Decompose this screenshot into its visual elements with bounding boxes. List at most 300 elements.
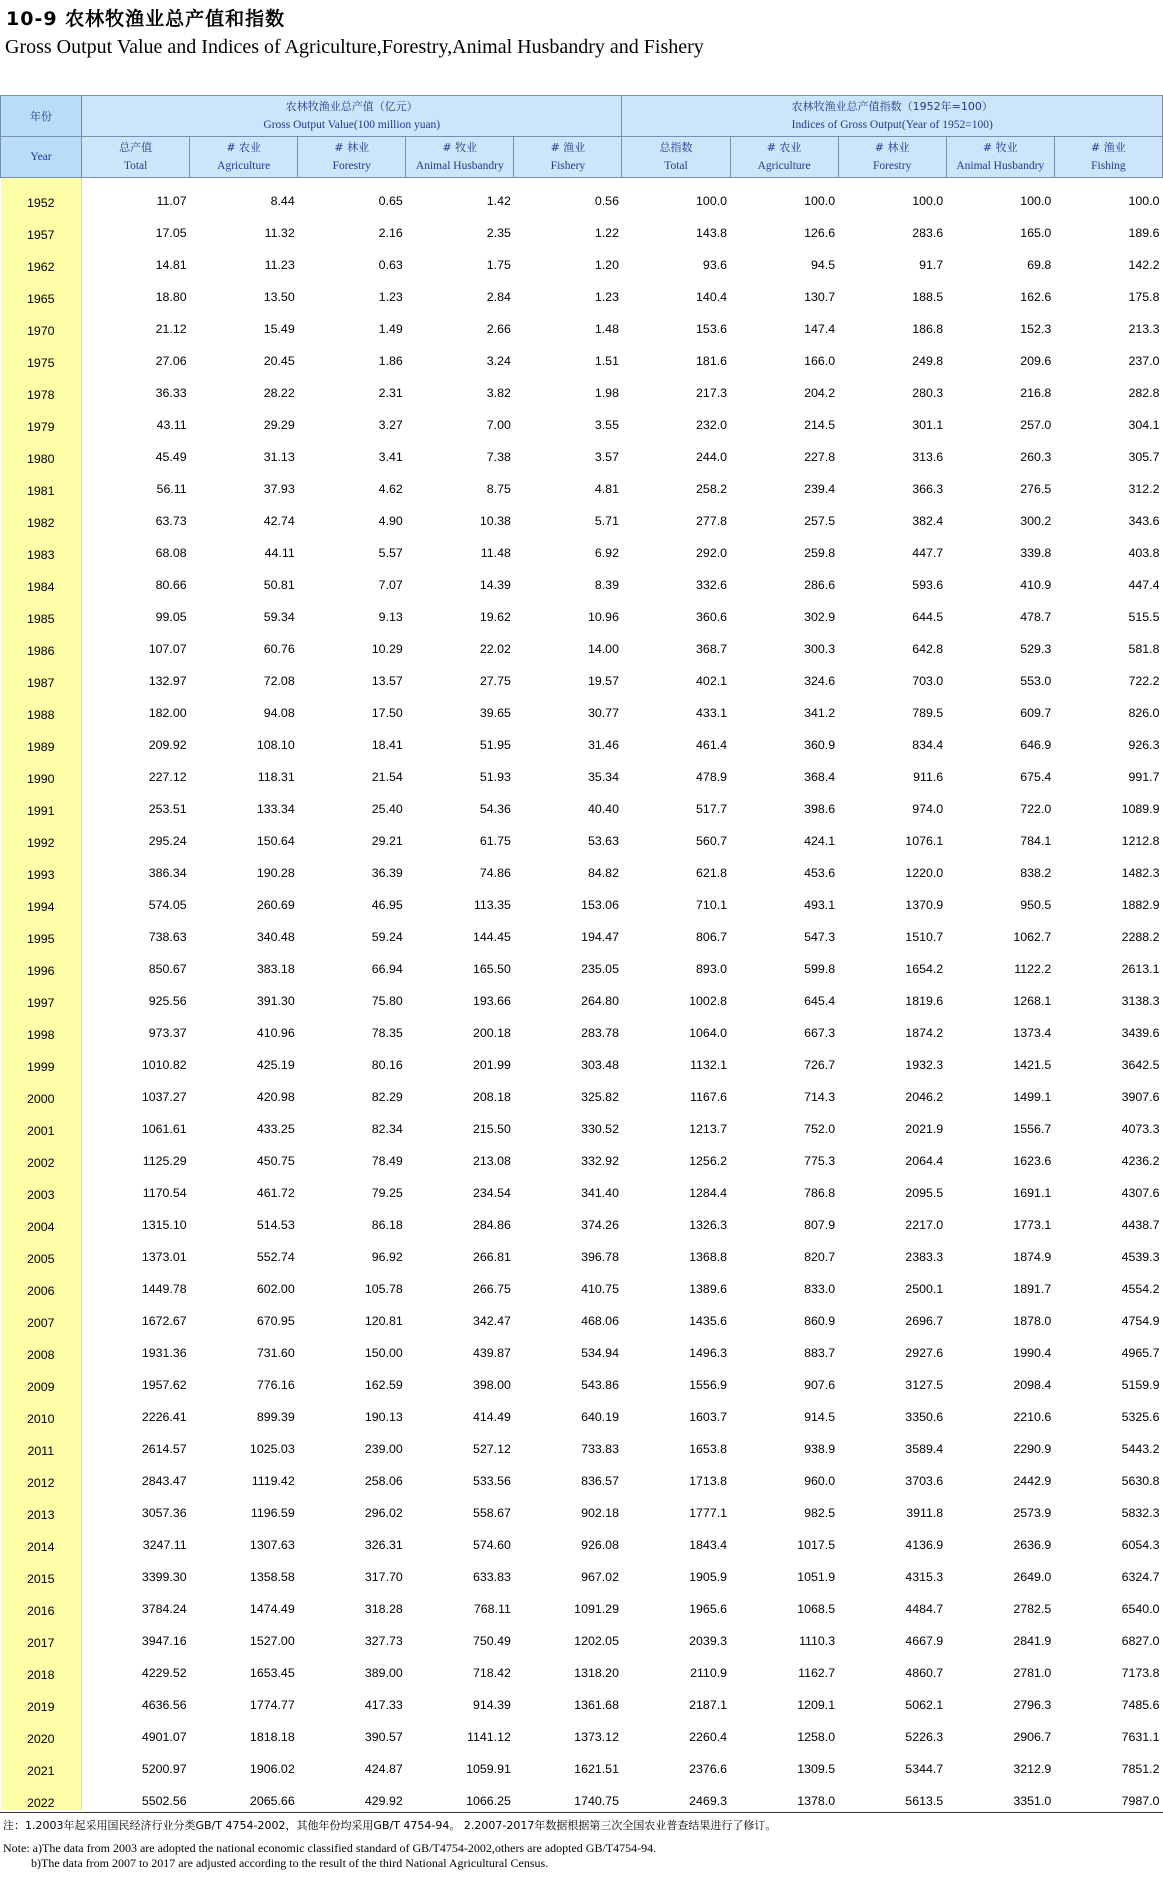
value-cell: 78.49 xyxy=(371,1153,403,1168)
value-cell: 8.44 xyxy=(270,193,295,208)
value-cell: 4539.3 xyxy=(1121,1249,1160,1264)
value-cell: 907.6 xyxy=(804,1377,836,1392)
table-row xyxy=(1,370,1163,402)
value-cell: 84.82 xyxy=(587,865,619,880)
value-cell: 280.3 xyxy=(912,385,944,400)
value-cell: 1307.63 xyxy=(249,1537,295,1552)
value-cell: 2573.9 xyxy=(1013,1505,1052,1520)
value-cell: 45.49 xyxy=(155,449,187,464)
table-row xyxy=(1,914,1163,946)
value-cell: 327.73 xyxy=(364,1633,403,1648)
value-cell: 17.50 xyxy=(371,705,403,720)
value-cell: 1125.29 xyxy=(142,1153,187,1168)
value-cell: 374.26 xyxy=(581,1217,619,1232)
value-cell: 552.74 xyxy=(256,1249,295,1264)
value-cell: 833.0 xyxy=(804,1281,836,1296)
value-cell: 1931.36 xyxy=(141,1345,187,1360)
value-cell: 29.21 xyxy=(371,833,403,848)
value-cell: 360.9 xyxy=(804,737,836,752)
value-cell: 37.93 xyxy=(263,481,295,496)
value-cell: 974.0 xyxy=(912,801,944,816)
table-row xyxy=(1,946,1163,978)
value-cell: 258.06 xyxy=(364,1473,403,1488)
value-cell: 5832.3 xyxy=(1121,1505,1160,1520)
value-cell: 3911.8 xyxy=(906,1505,944,1520)
value-cell: 642.8 xyxy=(912,641,944,656)
value-cell: 2.31 xyxy=(378,385,403,400)
column-header-3: # 牧业 Animal Husbandry xyxy=(406,137,514,178)
value-cell: 4.81 xyxy=(594,481,619,496)
value-cell: 1499.1 xyxy=(1013,1089,1052,1104)
value-cell: 3.55 xyxy=(594,417,619,432)
value-cell: 237.0 xyxy=(1128,353,1160,368)
value-cell: 4.90 xyxy=(378,513,403,528)
value-cell: 439.87 xyxy=(472,1345,511,1360)
value-cell: 39.65 xyxy=(479,705,511,720)
value-cell: 232.0 xyxy=(696,417,728,432)
value-cell: 3439.6 xyxy=(1121,1025,1160,1040)
value-cell: 188.5 xyxy=(912,289,944,304)
value-cell: 7.07 xyxy=(378,577,403,592)
value-cell: 20.45 xyxy=(263,353,295,368)
value-cell: 91.7 xyxy=(919,257,944,272)
value-cell: 42.74 xyxy=(263,513,295,528)
value-cell: 4901.07 xyxy=(141,1729,187,1744)
table-row xyxy=(1,754,1163,786)
value-cell: 213.08 xyxy=(472,1153,511,1168)
value-cell: 447.7 xyxy=(912,545,944,560)
value-cell: 305.7 xyxy=(1128,449,1160,464)
year-cell: 2021 xyxy=(1,1746,82,1778)
year-cell: 1979 xyxy=(1,402,82,434)
value-cell: 11.23 xyxy=(264,257,295,272)
value-cell: 59.24 xyxy=(371,929,403,944)
value-cell: 27.75 xyxy=(479,673,511,688)
note-cn: 注：1.2003年起采用国民经济行业分类GB/T 4754-2002，其他年份均采用GB/T 4754-94。 2.2007-2017年数据根据第三次全国农业普查结果进行了修订。 xyxy=(3,1819,777,1832)
value-cell: 59.34 xyxy=(263,609,295,624)
value-cell: 300.2 xyxy=(1020,513,1052,528)
value-cell: 201.99 xyxy=(472,1057,511,1072)
year-cell: 1957 xyxy=(1,210,82,242)
value-cell: 3138.3 xyxy=(1121,993,1160,1008)
value-cell: 1062.7 xyxy=(1013,929,1052,944)
table-row xyxy=(1,850,1163,882)
value-cell: 4073.3 xyxy=(1121,1121,1160,1136)
year-cell: 2014 xyxy=(1,1522,82,1554)
value-cell: 1.42 xyxy=(486,193,511,208)
value-cell: 1284.4 xyxy=(689,1185,728,1200)
value-cell: 105.78 xyxy=(364,1281,403,1296)
value-cell: 433.25 xyxy=(256,1121,295,1136)
value-cell: 3212.9 xyxy=(1013,1761,1052,1776)
value-cell: 5062.1 xyxy=(905,1697,944,1712)
value-cell: 547.3 xyxy=(804,929,836,944)
value-cell: 2260.4 xyxy=(689,1729,728,1744)
value-cell: 190.13 xyxy=(364,1409,403,1424)
value-cell: 100.0 xyxy=(1128,193,1160,208)
value-cell: 750.49 xyxy=(472,1633,511,1648)
table-row xyxy=(1,242,1163,274)
value-cell: 3.24 xyxy=(486,353,511,368)
value-cell: 78.35 xyxy=(371,1025,403,1040)
value-cell: 1268.1 xyxy=(1013,993,1052,1008)
data-table xyxy=(0,95,1163,1810)
value-cell: 69.8 xyxy=(1027,257,1052,272)
value-cell: 80.16 xyxy=(371,1057,403,1072)
year-cell: 2000 xyxy=(1,1074,82,1106)
value-cell: 574.60 xyxy=(472,1537,511,1552)
value-cell: 300.3 xyxy=(804,641,836,656)
value-cell: 50.81 xyxy=(263,577,295,592)
value-cell: 108.10 xyxy=(256,737,295,752)
year-cell: 2013 xyxy=(1,1490,82,1522)
value-cell: 403.8 xyxy=(1128,545,1160,560)
value-cell: 10.96 xyxy=(587,609,619,624)
value-cell: 752.0 xyxy=(804,1121,836,1136)
value-cell: 11.07 xyxy=(156,193,187,208)
value-cell: 453.6 xyxy=(804,865,836,880)
value-cell: 1061.61 xyxy=(141,1121,187,1136)
value-cell: 807.9 xyxy=(804,1217,836,1232)
value-cell: 61.75 xyxy=(479,833,511,848)
value-cell: 1.23 xyxy=(594,289,619,304)
value-cell: 10.38 xyxy=(479,513,511,528)
table-row xyxy=(1,1618,1163,1650)
value-cell: 22.02 xyxy=(479,641,511,656)
value-cell: 301.1 xyxy=(912,417,944,432)
value-cell: 1621.51 xyxy=(574,1761,619,1776)
year-cell: 2003 xyxy=(1,1170,82,1202)
value-cell: 534.94 xyxy=(581,1345,619,1360)
value-cell: 368.7 xyxy=(696,641,728,656)
value-cell: 13.50 xyxy=(263,289,295,304)
value-cell: 286.6 xyxy=(804,577,836,592)
value-cell: 402.1 xyxy=(696,673,728,688)
value-cell: 13.57 xyxy=(371,673,403,688)
value-cell: 3.57 xyxy=(594,449,619,464)
value-cell: 834.4 xyxy=(912,737,944,752)
value-cell: 645.4 xyxy=(804,993,836,1008)
year-header-en: Year xyxy=(1,137,82,178)
table-row xyxy=(1,1746,1163,1778)
value-cell: 382.4 xyxy=(912,513,944,528)
value-cell: 991.7 xyxy=(1128,769,1160,784)
value-cell: 926.3 xyxy=(1128,737,1160,752)
value-cell: 1556.7 xyxy=(1013,1121,1052,1136)
value-cell: 1358.58 xyxy=(249,1569,295,1584)
column-header-8: # 牧业 Animal Husbandry xyxy=(946,137,1054,178)
value-cell: 633.83 xyxy=(472,1569,511,1584)
value-cell: 283.78 xyxy=(581,1025,619,1040)
value-cell: 5613.5 xyxy=(905,1793,944,1808)
table-row xyxy=(1,1106,1163,1138)
value-cell: 54.36 xyxy=(479,801,511,816)
value-cell: 6054.3 xyxy=(1121,1537,1160,1552)
value-cell: 468.06 xyxy=(581,1313,619,1328)
value-cell: 368.4 xyxy=(804,769,836,784)
value-cell: 100.0 xyxy=(696,193,728,208)
table-row xyxy=(1,1042,1163,1074)
value-cell: 5226.3 xyxy=(905,1729,944,1744)
value-cell: 340.48 xyxy=(256,929,295,944)
column-header-6: # 农业 Agriculture xyxy=(730,137,838,178)
value-cell: 2039.3 xyxy=(689,1633,728,1648)
year-cell: 2008 xyxy=(1,1330,82,1362)
value-cell: 341.2 xyxy=(804,705,836,720)
value-cell: 2843.47 xyxy=(141,1473,187,1488)
value-cell: 478.9 xyxy=(696,769,728,784)
table-row xyxy=(1,1586,1163,1618)
value-cell: 527.12 xyxy=(472,1441,511,1456)
table-row xyxy=(1,626,1163,658)
value-cell: 264.80 xyxy=(581,993,619,1008)
value-cell: 893.0 xyxy=(696,961,728,976)
value-cell: 51.95 xyxy=(479,737,511,752)
table-row xyxy=(1,978,1163,1010)
value-cell: 1.86 xyxy=(378,353,403,368)
year-cell: 1985 xyxy=(1,594,82,626)
year-cell: 2011 xyxy=(1,1426,82,1458)
value-cell: 1773.1 xyxy=(1013,1217,1052,1232)
value-cell: 142.2 xyxy=(1128,257,1160,272)
value-cell: 166.0 xyxy=(804,353,836,368)
value-cell: 2796.3 xyxy=(1013,1697,1052,1712)
value-cell: 318.28 xyxy=(364,1601,403,1616)
value-cell: 5159.9 xyxy=(1121,1377,1160,1392)
value-cell: 165.0 xyxy=(1020,225,1052,240)
value-cell: 4965.7 xyxy=(1121,1345,1160,1360)
value-cell: 126.6 xyxy=(804,225,836,240)
value-cell: 925.56 xyxy=(148,993,187,1008)
value-cell: 1990.4 xyxy=(1013,1345,1052,1360)
value-cell: 6.92 xyxy=(594,545,619,560)
value-cell: 18.80 xyxy=(155,289,187,304)
year-cell: 2001 xyxy=(1,1106,82,1138)
value-cell: 2187.1 xyxy=(689,1697,728,1712)
value-cell: 303.48 xyxy=(581,1057,619,1072)
value-cell: 204.2 xyxy=(804,385,836,400)
year-cell: 1989 xyxy=(1,722,82,754)
value-cell: 493.1 xyxy=(804,897,836,912)
value-cell: 2064.4 xyxy=(905,1153,944,1168)
year-cell: 1994 xyxy=(1,882,82,914)
value-cell: 3703.6 xyxy=(905,1473,944,1488)
value-cell: 726.7 xyxy=(804,1057,836,1072)
value-cell: 410.96 xyxy=(256,1025,295,1040)
value-cell: 574.05 xyxy=(148,897,187,912)
value-cell: 1482.3 xyxy=(1121,865,1160,880)
table-row xyxy=(1,530,1163,562)
column-header-1: # 农业 Agriculture xyxy=(190,137,298,178)
value-cell: 94.5 xyxy=(811,257,836,272)
value-cell: 5.57 xyxy=(378,545,403,560)
value-cell: 239.4 xyxy=(804,481,836,496)
value-cell: 1132.1 xyxy=(690,1057,728,1072)
value-cell: 1167.6 xyxy=(690,1089,728,1104)
value-cell: 722.0 xyxy=(1020,801,1052,816)
value-cell: 1527.00 xyxy=(249,1633,295,1648)
column-header-4: # 渔业 Fishery xyxy=(514,137,622,178)
value-cell: 1389.6 xyxy=(689,1281,728,1296)
value-cell: 66.94 xyxy=(371,961,403,976)
table-row xyxy=(1,562,1163,594)
value-cell: 1874.9 xyxy=(1013,1249,1052,1264)
value-cell: 186.8 xyxy=(912,321,944,336)
value-cell: 234.54 xyxy=(472,1185,511,1200)
value-cell: 2.66 xyxy=(486,321,511,336)
value-cell: 259.8 xyxy=(804,545,836,560)
table-row xyxy=(1,210,1163,242)
value-cell: 390.57 xyxy=(364,1729,403,1744)
value-cell: 6827.0 xyxy=(1121,1633,1160,1648)
value-cell: 2210.6 xyxy=(1013,1409,1052,1424)
value-cell: 2636.9 xyxy=(1013,1537,1052,1552)
value-cell: 644.5 xyxy=(912,609,944,624)
value-cell: 768.11 xyxy=(473,1601,511,1616)
value-cell: 1510.7 xyxy=(905,929,944,944)
year-cell: 1970 xyxy=(1,306,82,338)
value-cell: 7173.8 xyxy=(1121,1665,1160,1680)
year-cell: 1997 xyxy=(1,978,82,1010)
value-cell: 7.00 xyxy=(486,417,511,432)
value-cell: 3057.36 xyxy=(141,1505,187,1520)
value-cell: 79.25 xyxy=(371,1185,403,1200)
table-row xyxy=(1,1522,1163,1554)
value-cell: 1.49 xyxy=(378,321,403,336)
value-cell: 235.05 xyxy=(581,961,619,976)
value-cell: 313.6 xyxy=(912,449,944,464)
value-cell: 667.3 xyxy=(804,1025,836,1040)
value-cell: 1878.0 xyxy=(1013,1313,1052,1328)
value-cell: 0.65 xyxy=(378,193,403,208)
value-cell: 3399.30 xyxy=(141,1569,187,1584)
value-cell: 82.34 xyxy=(371,1121,403,1136)
value-cell: 227.8 xyxy=(804,449,836,464)
value-cell: 621.8 xyxy=(696,865,728,880)
value-cell: 7485.6 xyxy=(1121,1697,1160,1712)
value-cell: 2841.9 xyxy=(1013,1633,1052,1648)
value-cell: 1818.18 xyxy=(249,1729,295,1744)
value-cell: 1882.9 xyxy=(1121,897,1160,912)
value-cell: 3.27 xyxy=(378,417,403,432)
value-cell: 2696.7 xyxy=(905,1313,944,1328)
value-cell: 100.0 xyxy=(1020,193,1052,208)
value-cell: 967.02 xyxy=(581,1569,619,1584)
value-cell: 249.8 xyxy=(912,353,944,368)
value-cell: 1.20 xyxy=(594,257,619,272)
year-cell: 1987 xyxy=(1,658,82,690)
value-cell: 609.7 xyxy=(1020,705,1052,720)
value-cell: 360.6 xyxy=(696,609,728,624)
value-cell: 324.6 xyxy=(804,673,836,688)
year-cell: 1986 xyxy=(1,626,82,658)
year-cell: 2017 xyxy=(1,1618,82,1650)
value-cell: 296.02 xyxy=(364,1505,403,1520)
value-cell: 1326.3 xyxy=(689,1217,728,1232)
value-cell: 341.40 xyxy=(581,1185,619,1200)
value-cell: 1713.8 xyxy=(689,1473,728,1488)
value-cell: 2500.1 xyxy=(905,1281,944,1296)
value-cell: 0.63 xyxy=(378,257,403,272)
value-cell: 342.47 xyxy=(472,1313,511,1328)
value-cell: 21.12 xyxy=(155,321,187,336)
value-cell: 3.82 xyxy=(486,385,511,400)
value-cell: 731.60 xyxy=(256,1345,295,1360)
value-cell: 515.5 xyxy=(1128,609,1160,624)
value-cell: 260.3 xyxy=(1020,449,1052,464)
value-cell: 899.39 xyxy=(256,1409,295,1424)
value-cell: 60.76 xyxy=(263,641,295,656)
value-cell: 332.6 xyxy=(696,577,728,592)
table-row xyxy=(1,402,1163,434)
table-row xyxy=(1,178,1163,210)
value-cell: 11.48 xyxy=(480,545,511,560)
year-cell: 1999 xyxy=(1,1042,82,1074)
value-cell: 36.33 xyxy=(155,385,187,400)
value-cell: 17.05 xyxy=(155,225,187,240)
value-cell: 29.29 xyxy=(263,417,295,432)
year-cell: 1982 xyxy=(1,498,82,530)
value-cell: 3350.6 xyxy=(905,1409,944,1424)
value-cell: 147.4 xyxy=(804,321,836,336)
year-cell: 2022 xyxy=(1,1778,82,1810)
value-cell: 189.6 xyxy=(1128,225,1160,240)
value-cell: 2288.2 xyxy=(1121,929,1160,944)
value-cell: 326.31 xyxy=(364,1537,403,1552)
table-row xyxy=(1,466,1163,498)
value-cell: 1318.20 xyxy=(574,1665,619,1680)
value-cell: 11.32 xyxy=(264,225,295,240)
value-cell: 25.40 xyxy=(371,801,403,816)
column-header-7: # 林业 Forestry xyxy=(838,137,946,178)
value-cell: 2290.9 xyxy=(1013,1441,1052,1456)
value-cell: 398.6 xyxy=(804,801,836,816)
value-cell: 100.0 xyxy=(912,193,944,208)
value-cell: 56.11 xyxy=(156,481,187,496)
value-cell: 1932.3 xyxy=(905,1057,944,1072)
table-row xyxy=(1,882,1163,914)
value-cell: 4.62 xyxy=(378,481,403,496)
value-cell: 1361.68 xyxy=(574,1697,619,1712)
value-cell: 1068.5 xyxy=(797,1601,836,1616)
value-cell: 80.66 xyxy=(155,577,187,592)
year-cell: 1980 xyxy=(1,434,82,466)
table-title-cn: 10-9 农林牧渔业总产值和指数 xyxy=(6,8,286,30)
value-cell: 2098.4 xyxy=(1013,1377,1052,1392)
value-cell: 153.6 xyxy=(696,321,728,336)
value-cell: 18.41 xyxy=(371,737,403,752)
value-cell: 312.2 xyxy=(1128,481,1160,496)
year-cell: 2010 xyxy=(1,1394,82,1426)
value-cell: 284.86 xyxy=(472,1217,511,1232)
value-cell: 277.8 xyxy=(696,513,728,528)
value-cell: 162.6 xyxy=(1020,289,1052,304)
value-cell: 1378.0 xyxy=(797,1793,836,1808)
value-cell: 74.86 xyxy=(479,865,511,880)
value-cell: 366.3 xyxy=(912,481,944,496)
value-cell: 295.24 xyxy=(148,833,187,848)
value-cell: 581.8 xyxy=(1128,641,1160,656)
value-cell: 8.75 xyxy=(486,481,511,496)
value-cell: 386.34 xyxy=(148,865,187,880)
value-cell: 722.2 xyxy=(1128,673,1160,688)
value-cell: 3907.6 xyxy=(1121,1089,1160,1104)
value-cell: 543.86 xyxy=(581,1377,619,1392)
table-row xyxy=(1,690,1163,722)
year-cell: 2009 xyxy=(1,1362,82,1394)
value-cell: 911.6 xyxy=(913,769,944,784)
value-cell: 718.42 xyxy=(472,1665,511,1680)
